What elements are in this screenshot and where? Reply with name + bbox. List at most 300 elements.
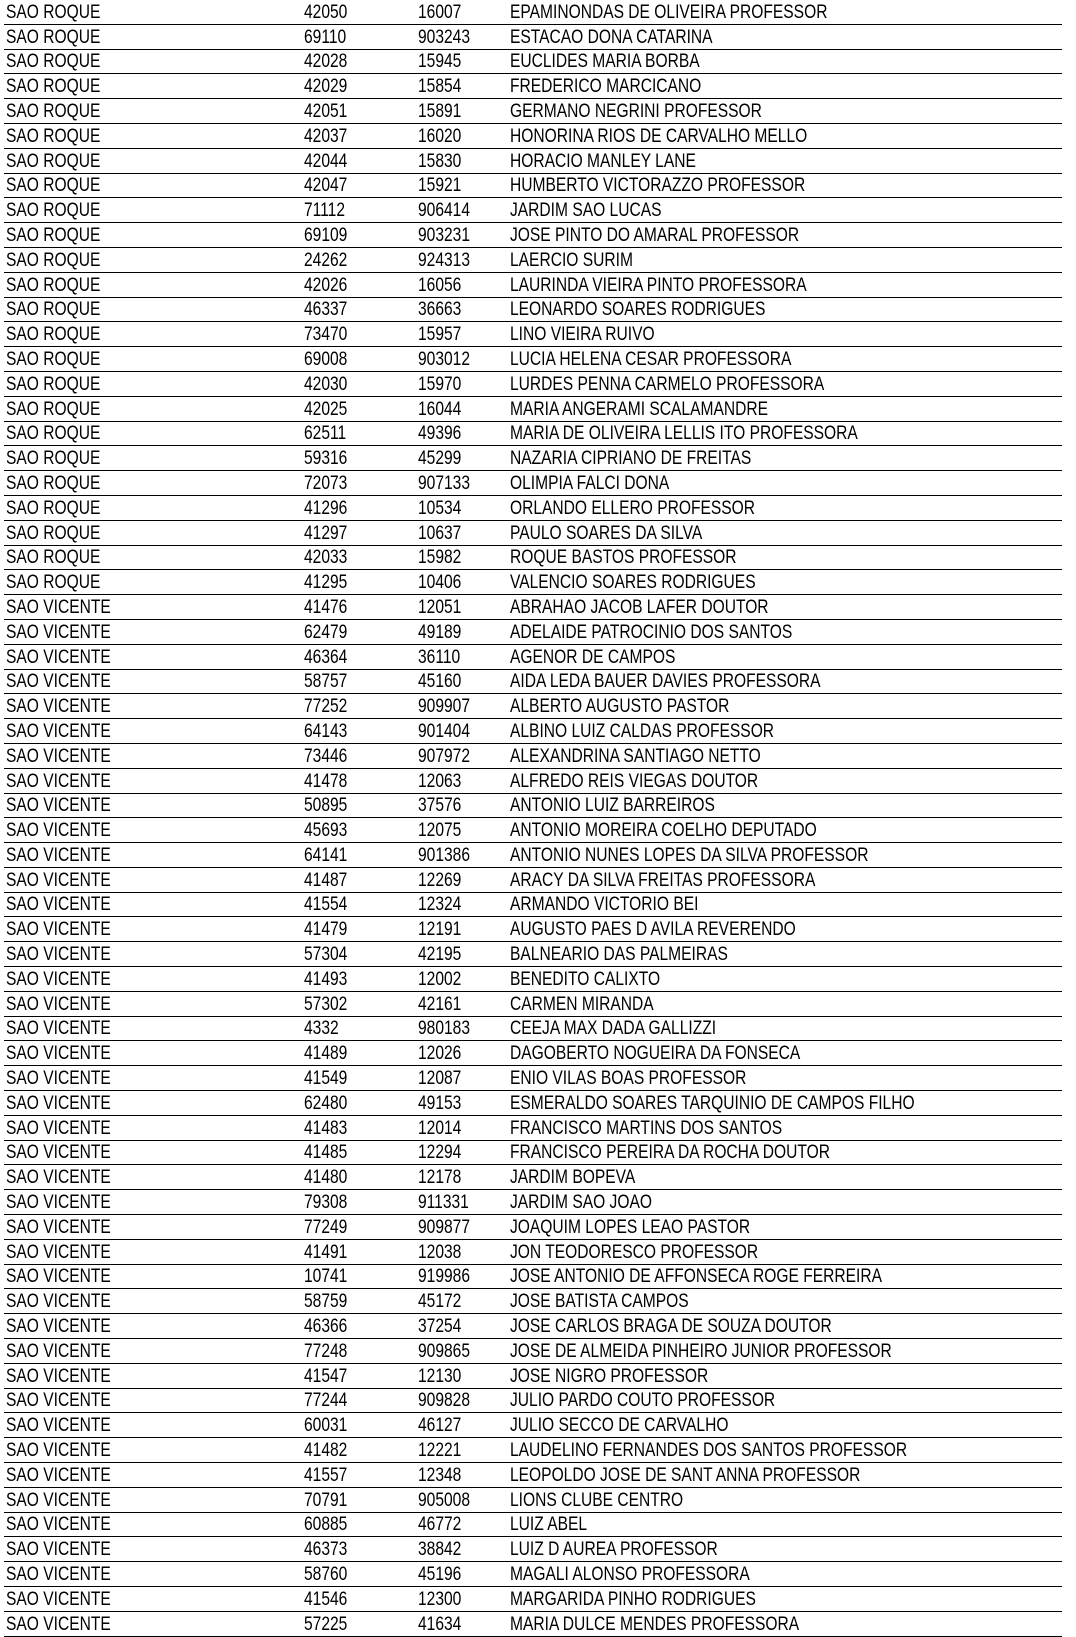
cell-text: DAGOBERTO NOGUEIRA DA FONSECA <box>510 1043 801 1065</box>
cell-text: MARIA ANGERAMI SCALAMANDRE <box>510 398 768 420</box>
cell-text: SAO ROQUE <box>6 299 101 321</box>
code-b-cell <box>416 570 508 595</box>
cell-text: SAO VICENTE <box>6 993 111 1015</box>
cell-text: SAO VICENTE <box>6 869 111 891</box>
cell-text: SAO VICENTE <box>6 646 111 668</box>
cell-text: 45196 <box>418 1564 462 1585</box>
code-b-cell <box>416 1562 508 1587</box>
cell-text: JARDIM SAO JOAO <box>510 1192 652 1214</box>
cell-text: 12178 <box>418 1167 462 1189</box>
cell-text: 24262 <box>304 249 348 271</box>
cell-text: GERMANO NEGRINI PROFESSOR <box>510 100 762 122</box>
code-a-cell <box>302 595 416 620</box>
table-row <box>4 1611 1062 1636</box>
table-row <box>4 520 1062 545</box>
cell-text: 907972 <box>418 745 470 767</box>
code-b-cell <box>416 396 508 421</box>
cell-text: LUIZ ABEL <box>510 1514 588 1536</box>
code-b-cell <box>416 49 508 74</box>
code-a-cell <box>302 942 416 967</box>
cell-text: SAO VICENTE <box>6 795 111 817</box>
cell-text: SAO ROQUE <box>6 472 101 494</box>
cell-text: 12269 <box>418 869 462 891</box>
table-row <box>4 148 1062 173</box>
code-a-cell <box>302 396 416 421</box>
table-row <box>4 198 1062 223</box>
cell-text: ROQUE BASTOS PROFESSOR <box>510 547 737 569</box>
school-name-cell <box>508 570 1062 595</box>
code-a-cell <box>302 967 416 992</box>
table-row <box>4 1239 1062 1264</box>
code-b-cell <box>416 743 508 768</box>
table-row <box>4 818 1062 843</box>
cell-text: LURDES PENNA CARMELO PROFESSORA <box>510 373 825 395</box>
municipality-cell <box>4 247 302 272</box>
municipality-cell <box>4 1487 302 1512</box>
municipality-cell <box>4 1413 302 1438</box>
table-row <box>4 123 1062 148</box>
cell-text: 901404 <box>418 720 470 742</box>
table-row <box>4 49 1062 74</box>
cell-text: SAO VICENTE <box>6 1564 111 1585</box>
code-a-cell <box>302 570 416 595</box>
cell-text: 924313 <box>418 249 470 271</box>
cell-text: JOSE NIGRO PROFESSOR <box>510 1365 709 1387</box>
cell-text: ORLANDO ELLERO PROFESSOR <box>510 497 756 519</box>
code-a-cell <box>302 520 416 545</box>
cell-text: 42047 <box>304 175 348 197</box>
cell-text: JOSE BATISTA CAMPOS <box>510 1291 689 1313</box>
cell-text: PAULO SOARES DA SILVA <box>510 522 703 544</box>
cell-text: 70791 <box>304 1489 348 1511</box>
cell-text: 42028 <box>304 51 348 73</box>
cell-text: 41547 <box>304 1365 348 1387</box>
table-row <box>4 793 1062 818</box>
cell-text: SAO VICENTE <box>6 1192 111 1214</box>
table-row <box>4 1264 1062 1289</box>
code-b-cell <box>416 1314 508 1339</box>
code-a-cell <box>302 892 416 917</box>
cell-text: SAO ROQUE <box>6 448 101 470</box>
cell-text: 16056 <box>418 274 462 296</box>
school-name-cell <box>508 1289 1062 1314</box>
cell-text: 49396 <box>418 423 462 445</box>
code-a-cell <box>302 1239 416 1264</box>
municipality-cell <box>4 1115 302 1140</box>
code-a-cell <box>302 421 416 446</box>
cell-text: 41476 <box>304 596 348 618</box>
code-b-cell <box>416 1066 508 1091</box>
cell-text: 903012 <box>418 348 470 370</box>
table-row <box>4 421 1062 446</box>
school-name-cell <box>508 1487 1062 1512</box>
cell-text: ALBERTO AUGUSTO PASTOR <box>510 696 730 718</box>
cell-text: ESTACAO DONA CATARINA <box>510 26 713 48</box>
table-row <box>4 1041 1062 1066</box>
cell-text: ARMANDO VICTORIO BEI <box>510 894 699 916</box>
table-row <box>4 24 1062 49</box>
code-b-cell <box>416 669 508 694</box>
table-row <box>4 1190 1062 1215</box>
cell-text: 49153 <box>418 1092 462 1114</box>
school-name-cell <box>508 1091 1062 1116</box>
cell-text: JARDIM BOPEVA <box>510 1167 636 1189</box>
cell-text: JOSE ANTONIO DE AFFONSECA ROGE FERREIRA <box>510 1266 882 1288</box>
municipality-cell <box>4 297 302 322</box>
cell-text: 15891 <box>418 100 462 122</box>
code-b-cell <box>416 1041 508 1066</box>
cell-text: SAO VICENTE <box>6 968 111 990</box>
school-name-cell <box>508 1463 1062 1488</box>
table-row <box>4 371 1062 396</box>
school-name-cell <box>508 198 1062 223</box>
code-a-cell <box>302 1487 416 1512</box>
table-row <box>4 719 1062 744</box>
code-b-cell <box>416 818 508 843</box>
cell-text: 41480 <box>304 1167 348 1189</box>
cell-text: 41487 <box>304 869 348 891</box>
cell-text: 12191 <box>418 919 462 941</box>
cell-text: MARGARIDA PINHO RODRIGUES <box>510 1588 756 1610</box>
school-name-cell <box>508 1611 1062 1636</box>
municipality-cell <box>4 123 302 148</box>
code-a-cell <box>302 1041 416 1066</box>
cell-text: SAO VICENTE <box>6 1440 111 1462</box>
cell-text: 909828 <box>418 1390 470 1412</box>
cell-text: FRANCISCO PEREIRA DA ROCHA DOUTOR <box>510 1142 831 1164</box>
cell-text: 12038 <box>418 1241 462 1263</box>
cell-text: 15945 <box>418 51 462 73</box>
code-b-cell <box>416 768 508 793</box>
cell-text: 46366 <box>304 1316 348 1338</box>
cell-text: ALBINO LUIZ CALDAS PROFESSOR <box>510 720 775 742</box>
code-b-cell <box>416 421 508 446</box>
table-row <box>4 1587 1062 1612</box>
municipality-cell <box>4 446 302 471</box>
cell-text: 42026 <box>304 274 348 296</box>
table-row <box>4 1438 1062 1463</box>
municipality-cell <box>4 1438 302 1463</box>
table-row <box>4 297 1062 322</box>
cell-text: 77249 <box>304 1216 348 1238</box>
cell-text: 12063 <box>418 770 462 792</box>
code-a-cell <box>302 818 416 843</box>
cell-text: SAO ROQUE <box>6 51 101 73</box>
code-b-cell <box>416 0 508 24</box>
cell-text: 77252 <box>304 696 348 718</box>
school-name-cell <box>508 1115 1062 1140</box>
cell-text: SAO VICENTE <box>6 1415 111 1437</box>
code-b-cell <box>416 1115 508 1140</box>
cell-text: SAO VICENTE <box>6 1068 111 1090</box>
school-name-cell <box>508 1066 1062 1091</box>
cell-text: SAO ROQUE <box>6 175 101 197</box>
school-name-cell <box>508 892 1062 917</box>
cell-text: 45299 <box>418 448 462 470</box>
code-b-cell <box>416 843 508 868</box>
cell-text: 12348 <box>418 1464 462 1486</box>
cell-text: 38842 <box>418 1539 462 1561</box>
code-b-cell <box>416 619 508 644</box>
cell-text: 58759 <box>304 1291 348 1313</box>
code-b-cell <box>416 917 508 942</box>
municipality-cell <box>4 1512 302 1537</box>
cell-text: SAO VICENTE <box>6 745 111 767</box>
municipality-cell <box>4 1016 302 1041</box>
municipality-cell <box>4 1190 302 1215</box>
school-name-cell <box>508 967 1062 992</box>
cell-text: 41483 <box>304 1117 348 1139</box>
school-name-cell <box>508 669 1062 694</box>
municipality-cell <box>4 1339 302 1364</box>
code-a-cell <box>302 1562 416 1587</box>
cell-text: MAGALI ALONSO PROFESSORA <box>510 1564 750 1585</box>
cell-text: 45693 <box>304 820 348 842</box>
code-a-cell <box>302 371 416 396</box>
cell-text: EUCLIDES MARIA BORBA <box>510 51 700 73</box>
cell-text: SAO VICENTE <box>6 1613 111 1635</box>
table-row <box>4 1339 1062 1364</box>
cell-text: JOSE DE ALMEIDA PINHEIRO JUNIOR PROFESSOR <box>510 1340 892 1362</box>
code-b-cell <box>416 1438 508 1463</box>
municipality-cell <box>4 570 302 595</box>
school-name-cell <box>508 743 1062 768</box>
code-a-cell <box>302 1016 416 1041</box>
school-name-cell <box>508 0 1062 24</box>
cell-text: SAO VICENTE <box>6 844 111 866</box>
cell-text: 909877 <box>418 1216 470 1238</box>
cell-text: LIONS CLUBE CENTRO <box>510 1489 684 1511</box>
cell-text: 60885 <box>304 1514 348 1536</box>
code-a-cell <box>302 644 416 669</box>
municipality-cell <box>4 743 302 768</box>
cell-text: JULIO SECCO DE CARVALHO <box>510 1415 729 1437</box>
municipality-cell <box>4 1388 302 1413</box>
cell-text: SAO ROQUE <box>6 497 101 519</box>
school-name-cell <box>508 867 1062 892</box>
table-row <box>4 1091 1062 1116</box>
municipality-cell <box>4 1611 302 1636</box>
municipality-cell <box>4 371 302 396</box>
code-a-cell <box>302 322 416 347</box>
cell-text: 60031 <box>304 1415 348 1437</box>
table-row <box>4 843 1062 868</box>
school-name-cell <box>508 1587 1062 1612</box>
municipality-cell <box>4 1140 302 1165</box>
cell-text: LAUDELINO FERNANDES DOS SANTOS PROFESSOR <box>510 1440 908 1462</box>
code-a-cell <box>302 1463 416 1488</box>
cell-text: SAO VICENTE <box>6 1316 111 1338</box>
municipality-cell <box>4 1091 302 1116</box>
school-name-cell <box>508 1264 1062 1289</box>
cell-text: OLIMPIA FALCI DONA <box>510 472 670 494</box>
school-name-cell <box>508 1562 1062 1587</box>
code-b-cell <box>416 694 508 719</box>
table-row <box>4 1289 1062 1314</box>
municipality-cell <box>4 892 302 917</box>
table-row <box>4 347 1062 372</box>
cell-text: LUIZ D AUREA PROFESSOR <box>510 1539 718 1561</box>
table-row <box>4 74 1062 99</box>
cell-text: 906414 <box>418 200 470 222</box>
municipality-cell <box>4 471 302 496</box>
code-a-cell <box>302 1363 416 1388</box>
cell-text: SAO ROQUE <box>6 324 101 346</box>
municipality-cell <box>4 793 302 818</box>
cell-text: SAO VICENTE <box>6 944 111 966</box>
code-b-cell <box>416 347 508 372</box>
code-a-cell <box>302 1264 416 1289</box>
table-row <box>4 322 1062 347</box>
code-b-cell <box>416 793 508 818</box>
code-a-cell <box>302 619 416 644</box>
school-name-cell <box>508 24 1062 49</box>
table-row <box>4 768 1062 793</box>
school-name-cell <box>508 123 1062 148</box>
code-a-cell <box>302 99 416 124</box>
table-row <box>4 942 1062 967</box>
municipality-cell <box>4 396 302 421</box>
cell-text: 69008 <box>304 348 348 370</box>
table-row <box>4 1016 1062 1041</box>
cell-text: SAO VICENTE <box>6 596 111 618</box>
cell-text: 64141 <box>304 844 348 866</box>
cell-text: 907133 <box>418 472 470 494</box>
cell-text: JARDIM SAO LUCAS <box>510 200 662 222</box>
cell-text: SAO ROQUE <box>6 373 101 395</box>
cell-text: ANTONIO MOREIRA COELHO DEPUTADO <box>510 820 817 842</box>
cell-text: 42044 <box>304 150 348 172</box>
table-row <box>4 743 1062 768</box>
cell-text: 49189 <box>418 621 462 643</box>
cell-text: 16044 <box>418 398 462 420</box>
cell-text: 71112 <box>304 200 346 222</box>
cell-text: 41489 <box>304 1043 348 1065</box>
cell-text: 41554 <box>304 894 348 916</box>
cell-text: 73446 <box>304 745 348 767</box>
cell-text: SAO VICENTE <box>6 720 111 742</box>
code-b-cell <box>416 892 508 917</box>
cell-text: SAO VICENTE <box>6 1142 111 1164</box>
table-row <box>4 1413 1062 1438</box>
municipality-cell <box>4 198 302 223</box>
municipality-cell <box>4 768 302 793</box>
table-row <box>4 272 1062 297</box>
code-b-cell <box>416 1388 508 1413</box>
municipality-cell <box>4 694 302 719</box>
cell-text: 37254 <box>418 1316 462 1338</box>
cell-text: SAO VICENTE <box>6 1266 111 1288</box>
code-a-cell <box>302 768 416 793</box>
municipality-cell <box>4 520 302 545</box>
cell-text: SAO ROQUE <box>6 547 101 569</box>
school-name-cell <box>508 917 1062 942</box>
cell-text: SAO VICENTE <box>6 1216 111 1238</box>
code-b-cell <box>416 198 508 223</box>
table-row <box>4 173 1062 198</box>
school-name-cell <box>508 247 1062 272</box>
table-row <box>4 446 1062 471</box>
cell-text: 45160 <box>418 671 462 693</box>
cell-text: LINO VIEIRA RUIVO <box>510 324 655 346</box>
code-a-cell <box>302 1165 416 1190</box>
cell-text: FRANCISCO MARTINS DOS SANTOS <box>510 1117 783 1139</box>
school-name-cell <box>508 1016 1062 1041</box>
municipality-cell <box>4 942 302 967</box>
code-b-cell <box>416 74 508 99</box>
cell-text: 79308 <box>304 1192 348 1214</box>
code-b-cell <box>416 1611 508 1636</box>
code-a-cell <box>302 1339 416 1364</box>
cell-text: SAO ROQUE <box>6 200 101 222</box>
cell-text: JON TEODORESCO PROFESSOR <box>510 1241 759 1263</box>
code-b-cell <box>416 1140 508 1165</box>
municipality-cell <box>4 917 302 942</box>
code-b-cell <box>416 1165 508 1190</box>
cell-text: SAO VICENTE <box>6 1588 111 1610</box>
code-a-cell <box>302 446 416 471</box>
table-row <box>4 1115 1062 1140</box>
cell-text: 46337 <box>304 299 348 321</box>
cell-text: 15854 <box>418 76 462 98</box>
school-name-cell <box>508 719 1062 744</box>
code-b-cell <box>416 1587 508 1612</box>
municipality-cell <box>4 49 302 74</box>
school-name-cell <box>508 644 1062 669</box>
cell-text: 42030 <box>304 373 348 395</box>
cell-text: JOSE PINTO DO AMARAL PROFESSOR <box>510 224 800 246</box>
cell-text: 57225 <box>304 1613 348 1635</box>
table-row <box>4 967 1062 992</box>
code-a-cell <box>302 1091 416 1116</box>
cell-text: 12087 <box>418 1068 462 1090</box>
cell-text: 41557 <box>304 1464 348 1486</box>
cell-text: SAO VICENTE <box>6 1340 111 1362</box>
table-row <box>4 644 1062 669</box>
code-a-cell <box>302 1512 416 1537</box>
schools-table <box>4 0 1062 1637</box>
cell-text: 72073 <box>304 472 348 494</box>
cell-text: 903243 <box>418 26 470 48</box>
code-b-cell <box>416 1016 508 1041</box>
code-a-cell <box>302 1413 416 1438</box>
code-a-cell <box>302 743 416 768</box>
school-name-cell <box>508 173 1062 198</box>
cell-text: 909865 <box>418 1340 470 1362</box>
cell-text: VALENCIO SOARES RODRIGUES <box>510 572 756 594</box>
code-b-cell <box>416 446 508 471</box>
cell-text: SAO ROQUE <box>6 224 101 246</box>
table-row <box>4 570 1062 595</box>
municipality-cell <box>4 1463 302 1488</box>
cell-text: 42195 <box>418 944 462 966</box>
table-row <box>4 247 1062 272</box>
municipality-cell <box>4 967 302 992</box>
code-b-cell <box>416 644 508 669</box>
school-name-cell <box>508 1388 1062 1413</box>
code-b-cell <box>416 1264 508 1289</box>
cell-text: ANTONIO LUIZ BARREIROS <box>510 795 715 817</box>
code-a-cell <box>302 198 416 223</box>
cell-text: ARACY DA SILVA FREITAS PROFESSORA <box>510 869 816 891</box>
code-a-cell <box>302 495 416 520</box>
school-name-cell <box>508 297 1062 322</box>
cell-text: 42025 <box>304 398 348 420</box>
table-row <box>4 694 1062 719</box>
cell-text: 57304 <box>304 944 348 966</box>
cell-text: 919986 <box>418 1266 470 1288</box>
cell-text: 46364 <box>304 646 348 668</box>
